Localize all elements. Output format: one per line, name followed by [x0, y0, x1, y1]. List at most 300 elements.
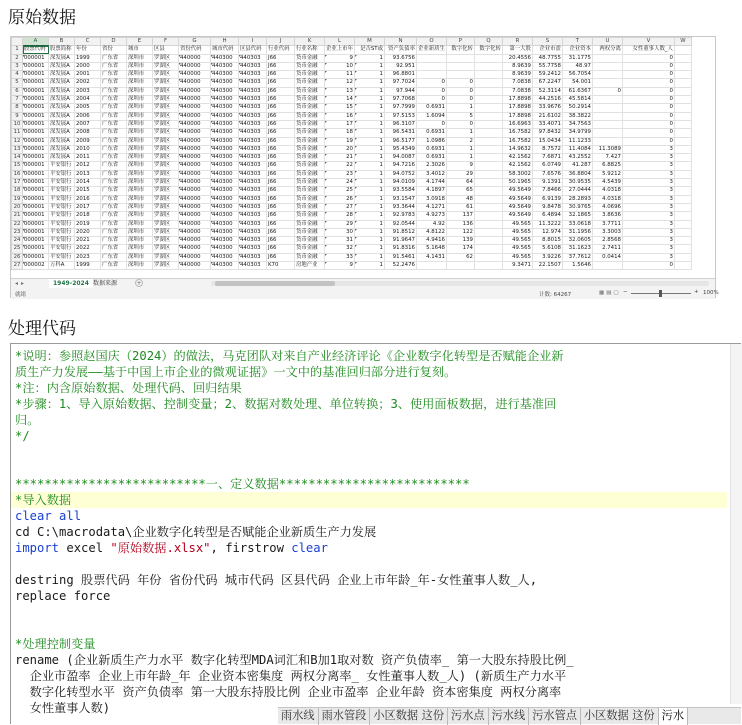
code-line[interactable]	[15, 380, 242, 396]
table-cell[interactable]	[474, 154, 502, 162]
table-cell[interactable]: 20.4556	[502, 54, 532, 62]
table-cell[interactable]: 440303	[239, 262, 267, 270]
table-cell[interactable]: 440303	[239, 129, 267, 137]
table-cell[interactable]: 440000	[179, 170, 211, 178]
column-header[interactable]: T	[562, 38, 592, 46]
table-cell[interactable]: 1	[354, 154, 384, 162]
table-cell[interactable]: 3	[622, 179, 674, 187]
table-cell[interactable]: 30	[325, 228, 355, 236]
table-cell[interactable]: 企业上市年	[326, 46, 353, 53]
table-cell[interactable]: 440300	[211, 179, 239, 187]
row-number[interactable]: 21	[12, 212, 23, 220]
table-cell[interactable]: 2.7411	[592, 245, 622, 253]
table-cell[interactable]: J66	[267, 96, 295, 104]
table-cell[interactable]: 49.565	[502, 220, 532, 228]
table-cell[interactable]: 000001	[23, 87, 49, 95]
column-header[interactable]: G	[179, 38, 211, 46]
table-cell[interactable]	[474, 112, 502, 120]
table-cell[interactable]: 货币金融	[295, 245, 325, 253]
table-cell[interactable]: 27.0444	[562, 187, 592, 195]
table-cell[interactable]: 4.9273	[416, 212, 446, 220]
table-cell[interactable]: 罗湖区	[153, 262, 179, 270]
table-cell[interactable]: 7.6871	[532, 154, 562, 162]
table-cell[interactable]: 0	[622, 112, 674, 120]
table-cell[interactable]: 440303	[239, 120, 267, 128]
table-cell[interactable]: 是否ST或	[354, 46, 384, 54]
table-cell[interactable]: 2014	[75, 179, 101, 187]
row-number[interactable]: 23	[12, 228, 23, 236]
table-cell[interactable]: 广东省	[101, 54, 127, 62]
table-cell[interactable]: 1	[354, 120, 384, 128]
table-cell[interactable]: 2000	[75, 62, 101, 70]
table-cell[interactable]: 000001	[23, 104, 49, 112]
table-cell[interactable]: 91.8512	[384, 228, 416, 236]
table-cell[interactable]: 平安银行	[49, 228, 75, 236]
column-header[interactable]: K	[295, 38, 325, 46]
column-header[interactable]: D	[101, 38, 127, 46]
table-cell[interactable]: 1	[354, 112, 384, 120]
table-cell[interactable]: 97.7024	[384, 79, 416, 87]
table-cell[interactable]: 29	[446, 170, 474, 178]
table-cell[interactable]: 440300	[211, 262, 239, 270]
table-cell[interactable]: 000001	[23, 54, 49, 62]
table-cell[interactable]: 14.9632	[502, 145, 532, 153]
table-cell[interactable]: 平安银行	[49, 170, 75, 178]
table-cell[interactable]: 440303	[239, 112, 267, 120]
table-cell[interactable]: 440300	[211, 62, 239, 70]
table-cell[interactable]: 广东省	[101, 87, 127, 95]
table-cell[interactable]: 440000	[179, 79, 211, 87]
table-cell[interactable]: 3	[622, 187, 674, 195]
table-cell[interactable]: 56.7054	[562, 71, 592, 79]
table-cell[interactable]: 行业名称	[295, 46, 325, 54]
table-cell[interactable]: J66	[267, 71, 295, 79]
table-cell[interactable]	[474, 62, 502, 70]
table-cell[interactable]: 1999	[75, 262, 101, 270]
table-cell[interactable]: 000001	[23, 96, 49, 104]
table-cell[interactable]: 货币金融	[295, 87, 325, 95]
table-cell[interactable]: 广东省	[101, 145, 127, 153]
table-cell[interactable]: 23	[325, 170, 355, 178]
table-cell[interactable]: 16.6963	[502, 120, 532, 128]
sheet-tab-source[interactable]: 数据来源	[93, 280, 118, 287]
table-cell[interactable]: 货币金融	[295, 162, 325, 170]
table-cell[interactable]: 0	[446, 87, 474, 95]
table-cell[interactable]: 000001	[23, 237, 49, 245]
table-cell[interactable]: 1	[354, 212, 384, 220]
table-cell[interactable]: 货币金融	[295, 145, 325, 153]
table-cell[interactable]: 货币金融	[295, 154, 325, 162]
table-cell[interactable]: 11.3222	[532, 220, 562, 228]
table-cell[interactable]	[592, 262, 622, 270]
table-cell[interactable]: 440000	[179, 96, 211, 104]
table-cell[interactable]: 数字化转	[474, 46, 502, 54]
table-cell[interactable]: 13	[325, 87, 355, 95]
table-cell[interactable]: 440303	[239, 228, 267, 236]
table-cell[interactable]: 440000	[179, 120, 211, 128]
table-cell[interactable]: 平安银行	[49, 245, 75, 253]
bottom-tab[interactable]: 污水管点	[529, 708, 581, 725]
table-cell[interactable]: 罗湖区	[153, 71, 179, 79]
table-cell[interactable]: 3	[622, 170, 674, 178]
table-cell[interactable]: 97.944	[384, 87, 416, 95]
table-cell[interactable]: 罗湖区	[153, 179, 179, 187]
table-cell[interactable]: 440000	[179, 71, 211, 79]
row-number[interactable]: 8	[12, 104, 23, 112]
row-number[interactable]: 17	[12, 179, 23, 187]
table-cell[interactable]	[674, 179, 691, 187]
table-cell[interactable]: 15	[325, 104, 355, 112]
row-number[interactable]: 27	[12, 262, 23, 270]
table-cell[interactable]: 10	[325, 62, 355, 70]
table-cell[interactable]: 0	[622, 262, 674, 270]
table-cell[interactable]: 440303	[239, 54, 267, 62]
table-cell[interactable]: 000001	[23, 253, 49, 261]
table-cell[interactable]	[474, 170, 502, 178]
table-cell[interactable]: 货币金融	[295, 179, 325, 187]
table-cell[interactable]: 31.1775	[562, 54, 592, 62]
table-cell[interactable]: 罗湖区	[153, 203, 179, 211]
table-cell[interactable]: 9	[446, 162, 474, 170]
table-cell[interactable]: 2009	[75, 137, 101, 145]
table-cell[interactable]: 440300	[211, 54, 239, 62]
table-cell[interactable]: 440303	[239, 71, 267, 79]
table-cell[interactable]: 29	[325, 220, 355, 228]
code-line[interactable]	[15, 428, 30, 444]
table-cell[interactable]: 45.5814	[562, 96, 592, 104]
table-cell[interactable]: 440000	[179, 212, 211, 220]
table-cell[interactable]: 8.9639	[502, 71, 532, 79]
table-cell[interactable]: 3	[622, 162, 674, 170]
table-cell[interactable]: 49.5649	[502, 187, 532, 195]
table-cell[interactable]: 67.2247	[532, 79, 562, 87]
table-cell[interactable]	[474, 187, 502, 195]
table-cell[interactable]: 000001	[23, 203, 49, 211]
table-cell[interactable]: 42.1562	[502, 154, 532, 162]
table-cell[interactable]: J66	[267, 195, 295, 203]
table-cell[interactable]: 罗湖区	[153, 104, 179, 112]
table-cell[interactable]: 2015	[75, 187, 101, 195]
table-cell[interactable]: 52.2476	[384, 262, 416, 270]
table-cell[interactable]: 91.5461	[384, 253, 416, 261]
table-cell[interactable]: 93.3644	[384, 203, 416, 211]
row-number[interactable]: 16	[12, 170, 23, 178]
row-number[interactable]: 13	[12, 145, 23, 153]
table-cell[interactable]	[416, 62, 446, 70]
table-cell[interactable]: J66	[267, 228, 295, 236]
table-cell[interactable]: 58.3002	[502, 170, 532, 178]
table-cell[interactable]: 0.6931	[416, 129, 446, 137]
zoom-out-icon[interactable]: −	[623, 289, 628, 295]
table-cell[interactable]: 1	[446, 104, 474, 112]
table-cell[interactable]: 广东省	[101, 212, 127, 220]
table-cell[interactable]: 440303	[239, 79, 267, 87]
table-cell[interactable]: 0	[446, 120, 474, 128]
table-cell[interactable]: 深圳市	[127, 79, 153, 87]
table-cell[interactable]: 6.0749	[532, 162, 562, 170]
table-cell[interactable]: 平安银行	[49, 187, 75, 195]
table-cell[interactable]: 数字化转	[446, 46, 474, 54]
table-cell[interactable]: 货币金融	[295, 62, 325, 70]
sheet-nav-arrows-icon[interactable]: ◂▸	[15, 280, 28, 287]
table-cell[interactable]: 440000	[179, 237, 211, 245]
table-cell[interactable]: 货币金融	[295, 129, 325, 137]
table-cell[interactable]: 2.8568	[592, 237, 622, 245]
bottom-tab[interactable]: 雨水管段	[319, 708, 371, 725]
table-cell[interactable]: 广东省	[101, 187, 127, 195]
table-cell[interactable]: 0	[622, 87, 674, 95]
table-cell[interactable]	[474, 262, 502, 270]
table-cell[interactable]: 0.6931	[416, 104, 446, 112]
table-cell[interactable]: 罗湖区	[153, 62, 179, 70]
table-cell[interactable]: 440300	[211, 137, 239, 145]
table-cell[interactable]: 0	[622, 79, 674, 87]
table-cell[interactable]: 货币金融	[295, 54, 325, 62]
table-cell[interactable]: 平安银行	[49, 195, 75, 203]
table-cell[interactable]: 440300	[211, 187, 239, 195]
row-number[interactable]: 20	[12, 203, 23, 211]
row-number[interactable]: 6	[12, 87, 23, 95]
table-cell[interactable]: 货币金融	[295, 253, 325, 261]
table-cell[interactable]: 36.8804	[562, 170, 592, 178]
code-line[interactable]	[15, 396, 556, 412]
table-cell[interactable]: 企业市盈	[532, 46, 562, 54]
row-number[interactable]: 22	[12, 220, 23, 228]
table-cell[interactable]: 平安银行	[49, 203, 75, 211]
table-cell[interactable]	[674, 253, 691, 261]
table-cell[interactable]: 93.5584	[384, 187, 416, 195]
table-cell[interactable]: 25	[325, 187, 355, 195]
table-cell[interactable]	[474, 137, 502, 145]
table-cell[interactable]: 1	[354, 137, 384, 145]
table-cell[interactable]: 9.8478	[532, 203, 562, 211]
table-cell[interactable]: 货币金融	[295, 112, 325, 120]
zoom-slider-thumb[interactable]	[659, 290, 662, 297]
table-cell[interactable]: 1	[354, 203, 384, 211]
table-cell[interactable]: 行业代码	[267, 46, 295, 54]
table-cell[interactable]: 9	[325, 262, 355, 270]
column-header[interactable]: B	[49, 38, 75, 46]
table-cell[interactable]: 0	[416, 120, 446, 128]
table-cell[interactable]: 股票代码	[23, 46, 49, 54]
row-number[interactable]: 3	[12, 62, 23, 70]
table-cell[interactable]	[474, 203, 502, 211]
table-cell[interactable]: 17.8898	[502, 96, 532, 104]
table-cell[interactable]: 1	[354, 79, 384, 87]
table-cell[interactable]: 罗湖区	[153, 129, 179, 137]
code-line[interactable]	[15, 572, 537, 588]
table-cell[interactable]: 22	[325, 162, 355, 170]
table-cell[interactable]: 罗湖区	[153, 253, 179, 261]
table-cell[interactable]: 7.427	[592, 154, 622, 162]
table-cell[interactable]: 0	[446, 79, 474, 87]
table-cell[interactable]: 3	[622, 195, 674, 203]
table-cell[interactable]: 440300	[211, 129, 239, 137]
code-line[interactable]	[15, 668, 566, 684]
table-cell[interactable]: 6.4894	[532, 212, 562, 220]
table-cell[interactable]: 4.1744	[416, 179, 446, 187]
table-cell[interactable]: J66	[267, 237, 295, 245]
table-cell[interactable]: 5.6108	[532, 245, 562, 253]
table-cell[interactable]	[674, 145, 691, 153]
table-cell[interactable]: J66	[267, 120, 295, 128]
table-cell[interactable]: 3.9226	[532, 253, 562, 261]
select-all-corner[interactable]	[12, 38, 23, 46]
table-cell[interactable]: 深发展A	[49, 120, 75, 128]
table-cell[interactable]: 61.6367	[562, 87, 592, 95]
table-cell[interactable]: 9.1391	[532, 179, 562, 187]
table-cell[interactable]: 3.3003	[592, 228, 622, 236]
table-cell[interactable]: 2005	[75, 104, 101, 112]
table-cell[interactable]	[474, 220, 502, 228]
table-cell[interactable]: 1	[354, 87, 384, 95]
table-cell[interactable]: J66	[267, 253, 295, 261]
table-cell[interactable]: 000001	[23, 245, 49, 253]
table-cell[interactable]: 1	[354, 245, 384, 253]
table-cell[interactable]: 96.8801	[384, 71, 416, 79]
code-line[interactable]	[15, 636, 95, 652]
table-cell[interactable]: 0	[592, 87, 622, 95]
table-cell[interactable]: 深圳市	[127, 228, 153, 236]
table-cell[interactable]: 货币金融	[295, 71, 325, 79]
table-cell[interactable]: J66	[267, 179, 295, 187]
table-cell[interactable]: J66	[267, 54, 295, 62]
table-cell[interactable]: 440300	[211, 228, 239, 236]
table-cell[interactable]: 96.5177	[384, 137, 416, 145]
table-cell[interactable]: 2	[446, 137, 474, 145]
table-cell[interactable]: 15.0434	[532, 137, 562, 145]
table-cell[interactable]: 440000	[179, 179, 211, 187]
table-cell[interactable]: 21	[325, 154, 355, 162]
table-cell[interactable]	[592, 137, 622, 145]
zoom-in-icon[interactable]: +	[694, 289, 699, 295]
table-cell[interactable]: 49.5649	[502, 195, 532, 203]
table-cell[interactable]: 440300	[211, 71, 239, 79]
table-cell[interactable]: 广东省	[101, 62, 127, 70]
table-cell[interactable]	[592, 104, 622, 112]
table-cell[interactable]: 4.8122	[416, 228, 446, 236]
table-cell[interactable]: 区县代码	[239, 46, 267, 54]
table-cell[interactable]: 30.9535	[562, 179, 592, 187]
table-cell[interactable]: 深发展A	[49, 62, 75, 70]
table-cell[interactable]	[674, 62, 691, 70]
table-cell[interactable]: 8.7572	[532, 145, 562, 153]
table-cell[interactable]: 440000	[179, 137, 211, 145]
table-cell[interactable]: 0.6931	[416, 154, 446, 162]
code-line[interactable]	[15, 348, 564, 364]
table-cell[interactable]: 2011	[75, 154, 101, 162]
table-cell[interactable]: 174	[446, 245, 474, 253]
table-cell[interactable]: 罗湖区	[153, 245, 179, 253]
table-cell[interactable]: 1	[354, 170, 384, 178]
table-cell[interactable]: 货币金融	[295, 212, 325, 220]
table-cell[interactable]	[674, 154, 691, 162]
table-cell[interactable]: 55.7758	[532, 62, 562, 70]
table-cell[interactable]	[674, 187, 691, 195]
table-cell[interactable]: 94.0752	[384, 170, 416, 178]
table-cell[interactable]: 000001	[23, 170, 49, 178]
table-cell[interactable]: 4.1271	[416, 203, 446, 211]
table-cell[interactable]: 96.3107	[384, 120, 416, 128]
code-line[interactable]	[15, 508, 81, 524]
table-cell[interactable]: 货币金融	[295, 228, 325, 236]
table-cell[interactable]: 440303	[239, 62, 267, 70]
table-cell[interactable]: 440300	[211, 145, 239, 153]
table-cell[interactable]: 440303	[239, 253, 267, 261]
table-cell[interactable]: 000001	[23, 120, 49, 128]
table-cell[interactable]: 49.565	[502, 228, 532, 236]
sheet-tab-active[interactable]: 1949-2024	[49, 279, 93, 289]
table-cell[interactable]: 深圳市	[127, 245, 153, 253]
code-line[interactable]	[15, 524, 376, 540]
table-cell[interactable]: 440000	[179, 162, 211, 170]
table-cell[interactable]: 97.7068	[384, 96, 416, 104]
table-cell[interactable]	[674, 245, 691, 253]
table-cell[interactable]: 139	[446, 237, 474, 245]
table-cell[interactable]: 深发展A	[49, 96, 75, 104]
table-cell[interactable]: 16	[325, 112, 355, 120]
table-cell[interactable]: 3	[622, 228, 674, 236]
table-cell[interactable]: 44.2516	[532, 96, 562, 104]
table-cell[interactable]	[674, 262, 691, 270]
table-cell[interactable]	[474, 120, 502, 128]
row-number[interactable]: 26	[12, 253, 23, 261]
table-cell[interactable]: 5.9212	[592, 170, 622, 178]
table-cell[interactable]: 17.8898	[502, 112, 532, 120]
table-cell[interactable]: 000001	[23, 154, 49, 162]
table-cell[interactable]: 440300	[211, 212, 239, 220]
table-cell[interactable]: 第一大股	[502, 46, 532, 54]
code-line[interactable]	[15, 684, 561, 700]
table-cell[interactable]: 440303	[239, 162, 267, 170]
table-cell[interactable]: 440000	[179, 262, 211, 270]
table-cell[interactable]: 平安银行	[49, 220, 75, 228]
table-cell[interactable]: 92.0544	[384, 220, 416, 228]
column-header[interactable]: U	[592, 38, 622, 46]
table-cell[interactable]: 0	[622, 120, 674, 128]
table-cell[interactable]: 货币金融	[295, 170, 325, 178]
table-cell[interactable]: 广东省	[101, 253, 127, 261]
table-cell[interactable]: 17	[325, 120, 355, 128]
table-cell[interactable]: 深圳市	[127, 71, 153, 79]
table-cell[interactable]: 440303	[239, 104, 267, 112]
code-line[interactable]	[15, 652, 574, 668]
table-cell[interactable]: 深发展A	[49, 87, 75, 95]
code-line[interactable]	[15, 364, 456, 380]
table-cell[interactable]: 41.287	[562, 162, 592, 170]
table-cell[interactable]: 97.5153	[384, 112, 416, 120]
table-cell[interactable]: 440000	[179, 129, 211, 137]
table-cell[interactable]: 50.1965	[502, 179, 532, 187]
table-cell[interactable]: 92.951	[384, 62, 416, 70]
table-cell[interactable]: 深发展A	[49, 71, 75, 79]
table-cell[interactable]: 12	[325, 79, 355, 87]
table-cell[interactable]: 4.0318	[592, 187, 622, 195]
table-cell[interactable]: 深发展A	[49, 112, 75, 120]
table-cell[interactable]: 深发展A	[49, 145, 75, 153]
table-cell[interactable]: 34.7563	[562, 120, 592, 128]
table-cell[interactable]: 平安银行	[49, 179, 75, 187]
table-cell[interactable]: 罗湖区	[153, 228, 179, 236]
table-cell[interactable]: 49.565	[502, 253, 532, 261]
table-cell[interactable]: 1.6094	[416, 112, 446, 120]
table-cell[interactable]: 年份	[75, 46, 101, 54]
table-cell[interactable]	[674, 120, 691, 128]
table-cell[interactable]: 33	[325, 253, 355, 261]
table-cell[interactable]: 2001	[75, 71, 101, 79]
code-line[interactable]	[15, 476, 470, 492]
table-cell[interactable]: J66	[267, 62, 295, 70]
